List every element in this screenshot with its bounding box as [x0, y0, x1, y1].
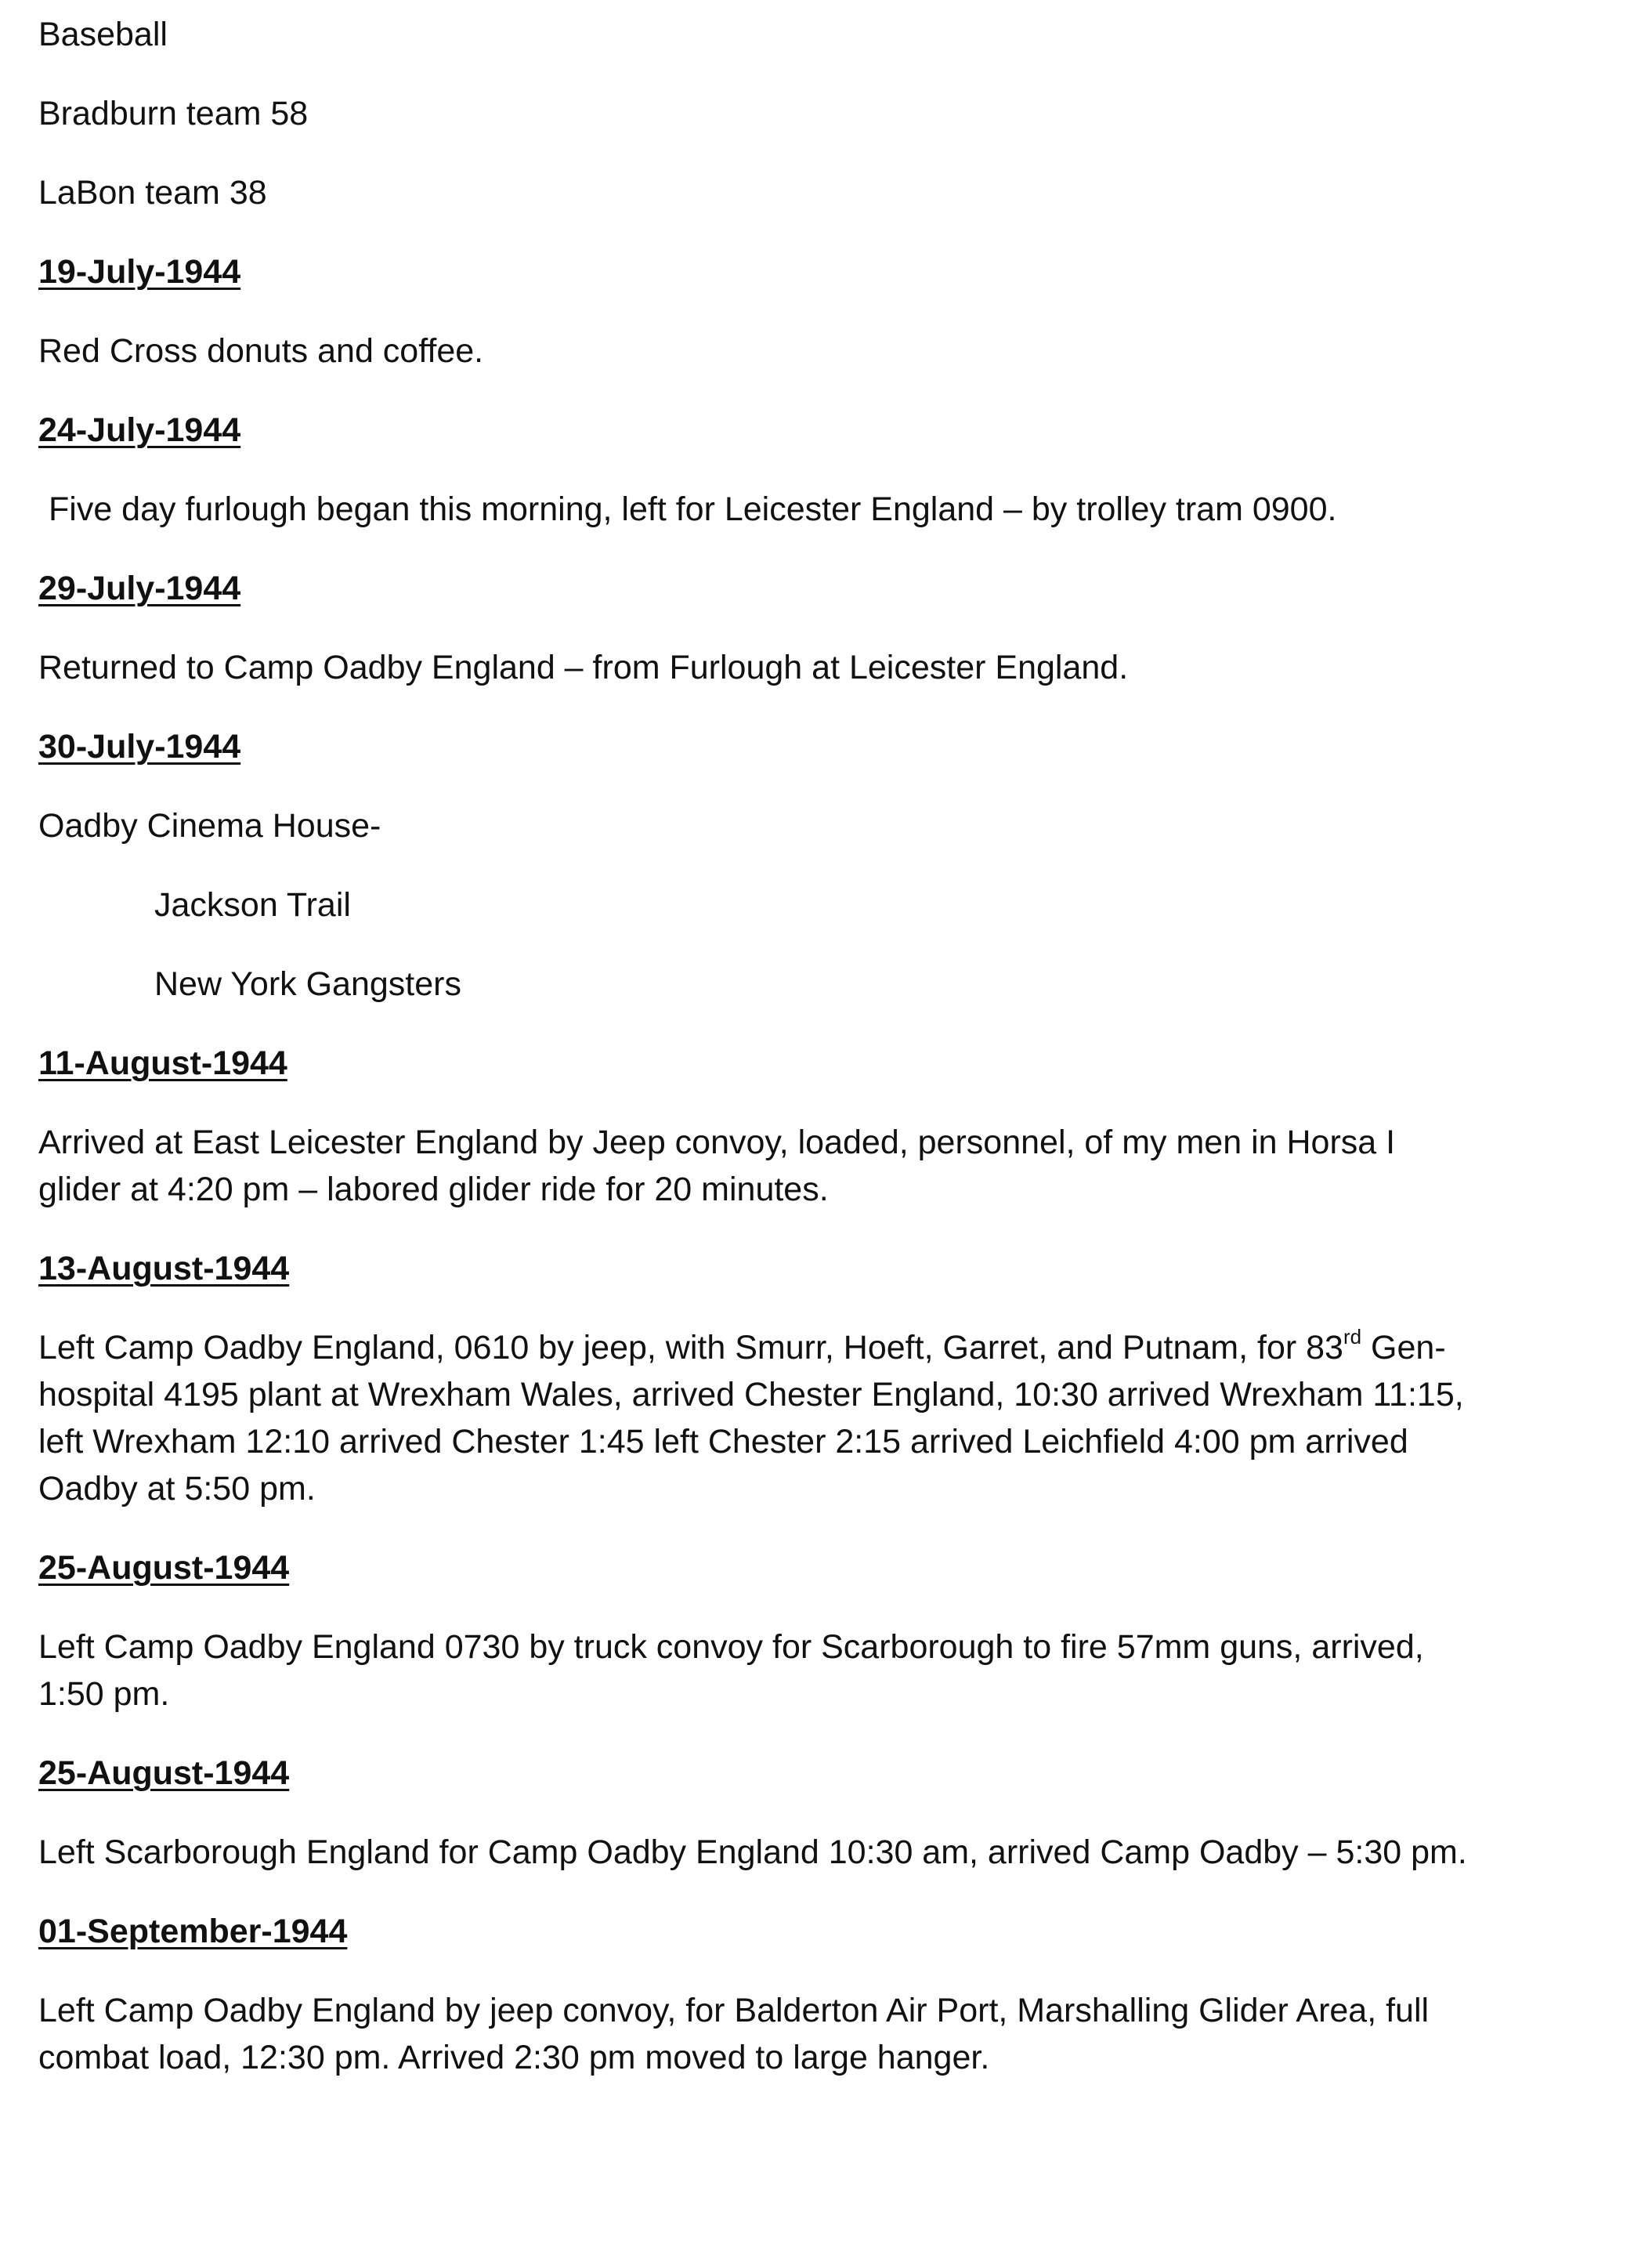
entry-text-line: Oadby at 5:50 pm.	[38, 1470, 316, 1508]
ordinal-suffix: rd	[1343, 1324, 1362, 1348]
document-page	[38, 11, 1605, 2113]
entry-date: 11-August-1944	[38, 1044, 287, 1082]
text-labon-score: LaBon team 38	[38, 174, 267, 212]
entry-text-line: Arrived at East Leicester England by Jeep convoy, loaded, personnel, of my men in Horsa I	[38, 1124, 1396, 1161]
entry-date: 29-July-1944	[38, 570, 241, 607]
entry-text-line: glider at 4:20 pm – labored glider ride for 20 minutes.	[38, 1171, 829, 1208]
entry-date: 25-August-1944	[38, 1549, 290, 1587]
film-title: Jackson Trail	[154, 886, 351, 924]
entry-text-line: Gen-	[1361, 1329, 1446, 1366]
entry-text-line: hospital 4195 plant at Wrexham Wales, arrived Chester England, 10:30 arrived Wrexham 11:15,	[38, 1376, 1464, 1413]
entry-date: 19-July-1944	[38, 253, 241, 291]
entry-text: Red Cross donuts and coffee.	[38, 332, 484, 370]
entry-text	[38, 1324, 1605, 1512]
entry-text	[38, 1119, 1605, 1213]
entry-text-line: combat load, 12:30 pm. Arrived 2:30 pm moved to large hanger.	[38, 2039, 990, 2076]
entry-date: 25-August-1944	[38, 1754, 290, 1792]
entry-text	[38, 1623, 1605, 1717]
text-bradburn-score: Bradburn team 58	[38, 95, 309, 132]
entry-date: 24-July-1944	[38, 411, 241, 449]
film-title: New York Gangsters	[154, 965, 461, 1003]
entry-text-line: Left Camp Oadby England by jeep convoy, for Balderton Air Port, Marshalling Glider Area, full	[38, 1992, 1430, 2029]
entry-text: Returned to Camp Oadby England – from Furlough at Leicester England.	[38, 649, 1129, 686]
entry-text: Five day furlough began this morning, left for Leicester England – by trolley tram 0900.	[49, 490, 1337, 528]
entry-text	[38, 1987, 1605, 2081]
entry-text-line: Left Camp Oadby England, 0610 by jeep, with Smurr, Hoeft, Garret, and Putnam, for 83	[38, 1329, 1343, 1366]
entry-text-line: left Wrexham 12:10 arrived Chester 1:45 left Chester 2:15 arrived Leichfield 4:00 pm arrived	[38, 1423, 1408, 1461]
entry-text-line: Left Camp Oadby England 0730 by truck convoy for Scarborough to fire 57mm guns, arrived,	[38, 1628, 1424, 1666]
entry-text-line: 1:50 pm.	[38, 1675, 170, 1713]
entry-date: 01-September-1944	[38, 1913, 348, 1950]
text-baseball: Baseball	[38, 16, 168, 53]
entry-date: 13-August-1944	[38, 1250, 290, 1287]
entry-date: 30-July-1944	[38, 728, 241, 766]
entry-text: Left Scarborough England for Camp Oadby England 10:30 am, arrived Camp Oadby – 5:30 pm.	[38, 1833, 1467, 1871]
entry-text: Oadby Cinema House-	[38, 807, 381, 845]
